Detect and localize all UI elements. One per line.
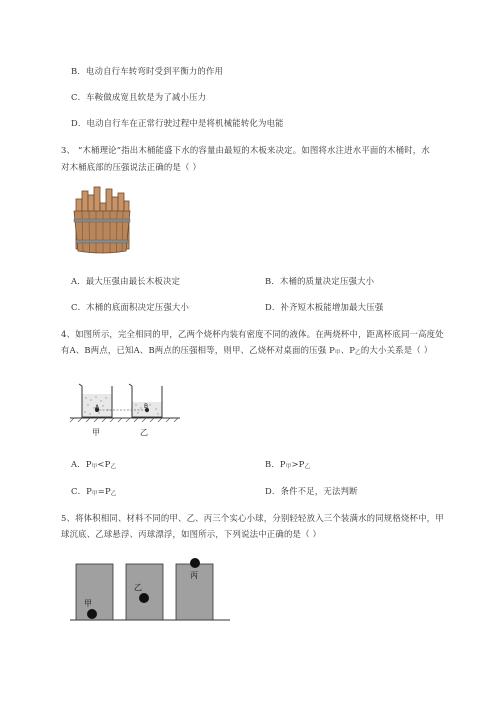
q4-stem-line2: 有A、B两点，已知A、B两点的压强相等，则甲、乙烧杯对桌面的压强 P甲、P乙的大小关系是（ ） bbox=[61, 345, 433, 356]
q4-option-b: B．P甲>P乙 bbox=[265, 459, 311, 470]
q3-option-a: A．最大压强由最长木板决定 bbox=[71, 276, 181, 286]
ball-yi-label: 乙 bbox=[134, 583, 143, 592]
q4-option-d: D．条件不足，无法判断 bbox=[265, 486, 358, 496]
q5-stem-line2: 球沉底、乙球悬浮、丙球漂浮，如图所示，下列说法中正确的是（ ） bbox=[61, 529, 322, 539]
q3-option-b: B．木桶的质量决定压强大小 bbox=[265, 276, 375, 286]
q3-stem-line1: 3、 “木桶理论”指出木桶能盛下水的容量由最短的木板来决定。如图将水注进水平面的木桶时，水 bbox=[61, 145, 430, 155]
q3-stem-line2: 对木桶底部的压强说法正确的是（ ） bbox=[61, 162, 202, 172]
q2-option-d: D．电动自行车在正常行驶过程中是将机械能转化为电能 bbox=[71, 118, 284, 128]
q5-stem-line1: 5、将体积相同、材料不同的甲、乙、丙三个实心小球，分别轻轻放入三个装满水的同规格烧杯中，甲 bbox=[61, 513, 444, 523]
point-b-label: B bbox=[144, 403, 149, 410]
q4-stem-line1: 4、如图所示，完全相同的甲，乙两个烧杯内装有密度不同的液体。在两烧杯中，距离杯底同一高度处 bbox=[61, 329, 444, 339]
q3-option-c: C．木桶的底面积决定压强大小 bbox=[71, 302, 190, 312]
q4-option-c: C．P甲=P乙 bbox=[71, 486, 117, 497]
ball-bing-label: 丙 bbox=[190, 571, 199, 580]
q3-option-d: D．补齐短木板能增加最大压强 bbox=[265, 302, 384, 312]
beaker-yi-label: 乙 bbox=[140, 428, 149, 437]
ball-jia-label: 甲 bbox=[84, 599, 93, 608]
beaker-jia-label: 甲 bbox=[92, 428, 101, 437]
q2-option-c: C．车鞍做成宽且软是为了减小压力 bbox=[71, 92, 207, 102]
beakers-figure bbox=[70, 380, 180, 442]
q4-option-a: A．P甲<P乙 bbox=[71, 459, 117, 470]
q2-option-b: B．电动自行车转弯时受到平衡力的作用 bbox=[71, 66, 224, 76]
wooden-bucket-figure bbox=[72, 185, 132, 255]
point-a-label: A bbox=[95, 404, 100, 411]
three-beakers-figure bbox=[70, 556, 230, 628]
